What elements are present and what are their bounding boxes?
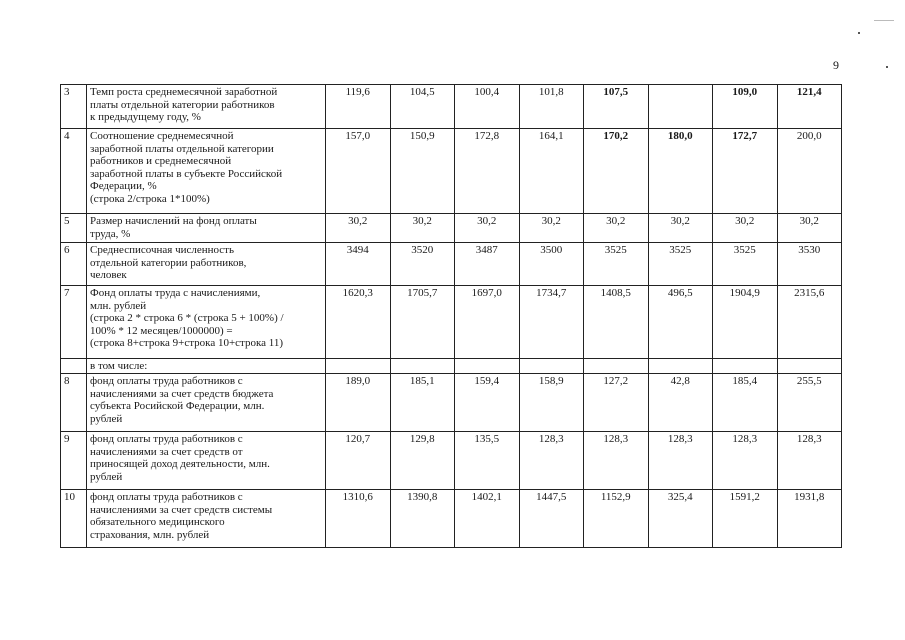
row-description [87, 490, 326, 548]
value-cell [455, 359, 520, 374]
value-cell: 164,1 [519, 129, 584, 214]
value-cell: 1402,1 [455, 490, 520, 548]
value-cell: 101,8 [519, 85, 584, 129]
value-cell [777, 359, 842, 374]
value-cell: 30,2 [390, 214, 455, 243]
value-cell: 30,2 [326, 214, 391, 243]
value-cell: 3487 [455, 243, 520, 286]
value-cell: 127,2 [584, 374, 649, 432]
description-line: платы отдельной категории работников [90, 98, 275, 111]
value-cell: 1390,8 [390, 490, 455, 548]
value-cell: 170,2 [584, 129, 649, 214]
table-row [61, 129, 842, 214]
row-number: 7 [61, 286, 87, 359]
description-line: страхования, млн. рублей [90, 528, 210, 541]
value-cell: 1620,3 [326, 286, 391, 359]
description-line: Темп роста среднемесячной заработной [90, 86, 278, 98]
row-number: 8 [61, 374, 87, 432]
description-line: (строка 2 * строка 6 * (строка 5 + 100%) / [90, 312, 284, 324]
value-cell: 1931,8 [777, 490, 842, 548]
value-cell: 119,6 [326, 85, 391, 129]
description-line: фонд оплаты труда работников с [90, 491, 243, 503]
value-cell: 128,3 [713, 432, 778, 490]
value-cell: 129,8 [390, 432, 455, 490]
table-row [61, 243, 842, 286]
description-line: субъекта Росийской Федерации, млн. [90, 400, 265, 412]
value-cell: 325,4 [648, 490, 713, 548]
value-cell: 3530 [777, 243, 842, 286]
value-cell: 3525 [713, 243, 778, 286]
description-line: Среднесписочная численность [90, 244, 235, 256]
value-cell: 30,2 [648, 214, 713, 243]
row-number [61, 359, 87, 374]
row-number: 6 [61, 243, 87, 286]
table-row [61, 359, 842, 374]
salary-fund-table [60, 84, 842, 548]
value-cell: 1408,5 [584, 286, 649, 359]
table-row [61, 374, 842, 432]
description-line: приносящей доход деятельности, млн. [90, 458, 270, 470]
value-cell: 3525 [584, 243, 649, 286]
value-cell: 1447,5 [519, 490, 584, 548]
row-number: 9 [61, 432, 87, 490]
value-cell: 100,4 [455, 85, 520, 129]
value-cell [519, 359, 584, 374]
row-number: 5 [61, 214, 87, 243]
value-cell: 172,8 [455, 129, 520, 214]
value-cell: 157,0 [326, 129, 391, 214]
value-cell: 189,0 [326, 374, 391, 432]
value-cell: 172,7 [713, 129, 778, 214]
description-line: рублей [90, 470, 123, 483]
row-description [87, 243, 326, 286]
row-description [87, 359, 326, 374]
value-cell: 128,3 [519, 432, 584, 490]
value-cell: 3500 [519, 243, 584, 286]
value-cell: 185,4 [713, 374, 778, 432]
row-number: 4 [61, 129, 87, 214]
value-cell: 3520 [390, 243, 455, 286]
description-line: труда, % [90, 227, 131, 240]
description-line: начислениями за счет средств от [90, 445, 243, 458]
value-cell: 1152,9 [584, 490, 649, 548]
value-cell: 30,2 [519, 214, 584, 243]
value-cell: 180,0 [648, 129, 713, 214]
value-cell: 1705,7 [390, 286, 455, 359]
value-cell: 128,3 [777, 432, 842, 490]
value-cell: 42,8 [648, 374, 713, 432]
row-description [87, 129, 326, 214]
description-line: 100% * 12 месяцев/1000000) = [90, 324, 233, 337]
value-cell [648, 359, 713, 374]
value-cell: 1734,7 [519, 286, 584, 359]
value-cell: 496,5 [648, 286, 713, 359]
description-line: обязательного медицинского [90, 516, 225, 528]
description-line: человек [90, 269, 127, 281]
description-line: к предыдущему году, % [90, 111, 201, 123]
value-cell [390, 359, 455, 374]
table-row [61, 85, 842, 129]
description-line: (строка 2/строка 1*100%) [90, 192, 210, 205]
description-line: Соотношение среднемесячной [90, 130, 234, 142]
value-cell: 128,3 [584, 432, 649, 490]
table-body [61, 85, 842, 548]
scan-speck [874, 20, 894, 21]
description-line: начислениями за счет средств системы [90, 503, 273, 516]
value-cell: 30,2 [713, 214, 778, 243]
value-cell: 30,2 [777, 214, 842, 243]
table-row [61, 490, 842, 548]
description-line: работников и среднемесячной [90, 155, 232, 167]
value-cell: 128,3 [648, 432, 713, 490]
description-line: фонд оплаты труда работников с [90, 375, 243, 387]
description-line: (строка 8+строка 9+строка 10+строка 11) [90, 337, 284, 349]
description-line: в том числе: [90, 360, 148, 372]
row-description [87, 214, 326, 243]
description-line: заработной платы в субъекте Российской [90, 167, 283, 180]
value-cell: 1904,9 [713, 286, 778, 359]
description-line: отдельной категории работников, [90, 256, 247, 269]
value-cell: 30,2 [584, 214, 649, 243]
value-cell [326, 359, 391, 374]
row-description [87, 85, 326, 129]
row-description [87, 432, 326, 490]
value-cell: 2315,6 [777, 286, 842, 359]
description-line: Размер начислений на фонд оплаты [90, 215, 257, 227]
value-cell: 107,5 [584, 85, 649, 129]
value-cell: 120,7 [326, 432, 391, 490]
description-line: млн. рублей [90, 299, 147, 312]
scan-speck [886, 66, 888, 68]
value-cell: 1697,0 [455, 286, 520, 359]
description-line: начислениями за счет средств бюджета [90, 387, 274, 400]
value-cell: 158,9 [519, 374, 584, 432]
description-line: заработной платы отдельной категории [90, 142, 274, 155]
page-number: 9 [833, 58, 839, 72]
row-description [87, 374, 326, 432]
description-line: Федерации, % [90, 180, 157, 192]
value-cell: 150,9 [390, 129, 455, 214]
value-cell: 109,0 [713, 85, 778, 129]
scan-speck [858, 32, 860, 34]
description-line: Фонд оплаты труда с начислениями, [90, 287, 261, 299]
value-cell: 135,5 [455, 432, 520, 490]
value-cell [584, 359, 649, 374]
description-line: рублей [90, 412, 123, 425]
table-row [61, 214, 842, 243]
value-cell: 1591,2 [713, 490, 778, 548]
value-cell: 200,0 [777, 129, 842, 214]
value-cell: 104,5 [390, 85, 455, 129]
value-cell: 255,5 [777, 374, 842, 432]
table-row [61, 432, 842, 490]
value-cell: 121,4 [777, 85, 842, 129]
row-number: 10 [61, 490, 87, 548]
row-number: 3 [61, 85, 87, 129]
value-cell: 185,1 [390, 374, 455, 432]
value-cell: 3494 [326, 243, 391, 286]
value-cell: 30,2 [455, 214, 520, 243]
description-line: фонд оплаты труда работников с [90, 433, 243, 445]
table-row [61, 286, 842, 359]
row-description [87, 286, 326, 359]
value-cell: 3525 [648, 243, 713, 286]
value-cell: 1310,6 [326, 490, 391, 548]
value-cell [648, 85, 713, 129]
value-cell [713, 359, 778, 374]
value-cell: 159,4 [455, 374, 520, 432]
